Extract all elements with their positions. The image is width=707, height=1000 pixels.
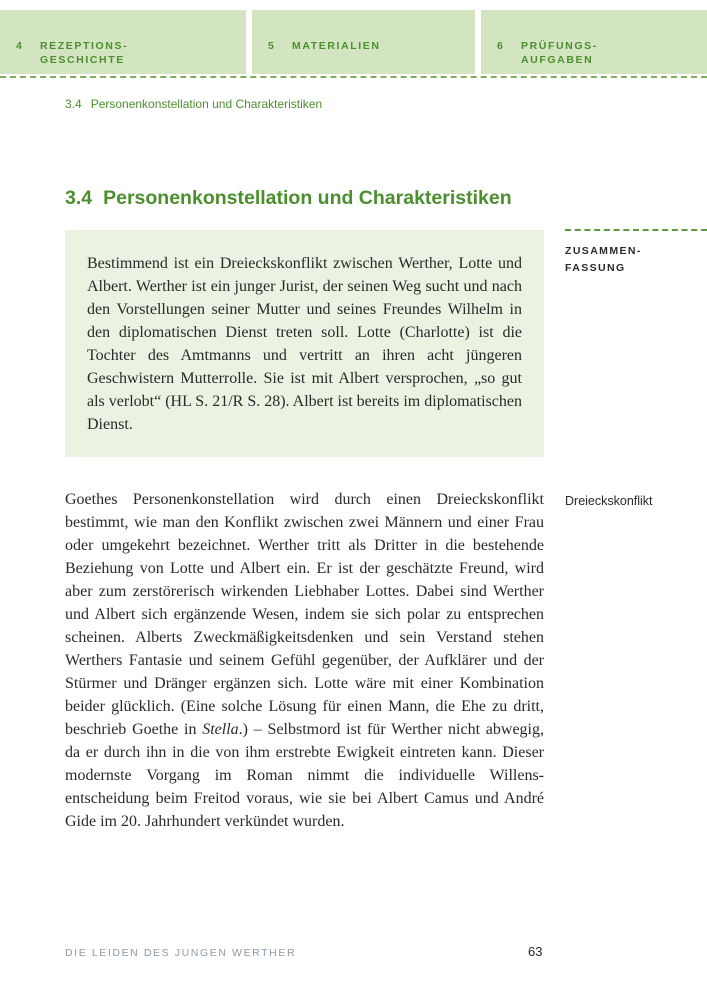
- tab-number: 6: [497, 40, 505, 52]
- body-text-part-2: .) – Selbstmord ist für Werther nicht abwegig, da er durch ihn in die von ihm erstrebte Ewigkeit eintreten kann. Dieser modernste Vorgang im Roman nimmt die individuelle Willensentscheidung beim Freitod voraus, wie sie bei Albert Camus und André Gide im 20. Jahrhundert verkündet wurden.: [65, 721, 544, 830]
- section-heading: [65, 187, 523, 210]
- tab-label: [268, 39, 475, 53]
- margin-keyword: Dreieckskonflikt: [565, 494, 653, 508]
- running-head-title: Personenkonstellation und Charakteristiken: [90, 97, 323, 111]
- tab-number: 4: [16, 40, 24, 52]
- tab-label: [16, 39, 246, 67]
- tab-title: PRÜFUNGS- AUFGABEN: [521, 40, 598, 66]
- tab-pruefungsaufgaben[interactable]: [481, 10, 707, 74]
- tab-title: REZEPTIONS- GESCHICHTE: [40, 40, 129, 66]
- tab-divider: [0, 76, 707, 78]
- running-head: [65, 97, 331, 111]
- summary-text: Bestimmend ist ein Dreieckskonflikt zwischen Werther, Lotte und Albert. Werther ist ein junger Jurist, der seinen Weg sucht und nach den Vorstellungen seiner Mutter und seines Freundes Wilhelm in den diplomatischen Dienst treten soll. Lotte (Charlotte) ist die Tochter des Amtmanns und vertritt an ihren acht jüngeren Geschwistern Mutterrolle. Sie ist mit Albert versprochen, „so gut als verlobt“ (HL S. 21/R S. 28). Albert ist bereits im diplomatischen Dienst.: [87, 255, 522, 433]
- body-paragraph: [65, 488, 544, 833]
- tab-rezeptionsgeschichte[interactable]: [0, 10, 246, 74]
- tab-number: 5: [268, 40, 276, 52]
- tab-materialien[interactable]: [252, 10, 475, 74]
- tab-title: MATERIALIEN: [292, 40, 381, 52]
- body-text-part-1: Goethes Personenkonstellation wird durch einen Dreieckskonflikt bestimmt, wie man den Konflikt zwischen zwei Männern und einer Frau oder umgekehrt bezeichnet. Werther tritt als Dritter in die bestehende Beziehung von Lotte und Albert ein. Er ist der geschätzte Freund, wird aber zum zerstörerisch wirkenden Liebhaber Lottes. Dabei sind Werther und Albert sich ergänzende Wesen, indem sie sich polar zu entsprechen scheinen. Alberts Zweckmäßigkeitsdenken und sein Verstand stehen Werthers Fantasie und seinem Gefühl gegenüber, der Aufklärer und der Stürmer und Dränger ergänzen sich. Lotte wäre mit einer Kombination beider glücklich. (Eine solche Lösung für einen Mann, die Ehe zu dritt, beschrieb Goethe in: [65, 491, 544, 738]
- running-head-number: 3.4: [65, 97, 82, 111]
- chapter-tabs: [0, 0, 707, 77]
- tab-label: [497, 39, 707, 67]
- margin-label-summary: ZUSAMMEN- FASSUNG: [565, 245, 642, 274]
- margin-divider: [565, 229, 707, 231]
- section-title: Personenkonstellation und Charakteristiken: [103, 187, 512, 209]
- summary-box: [65, 230, 544, 457]
- page-number: 63: [528, 944, 543, 959]
- work-title-stella: Stella: [202, 721, 239, 738]
- section-number: 3.4: [65, 187, 93, 209]
- footer-book-title: DIE LEIDEN DES JUNGEN WERTHER: [65, 947, 297, 959]
